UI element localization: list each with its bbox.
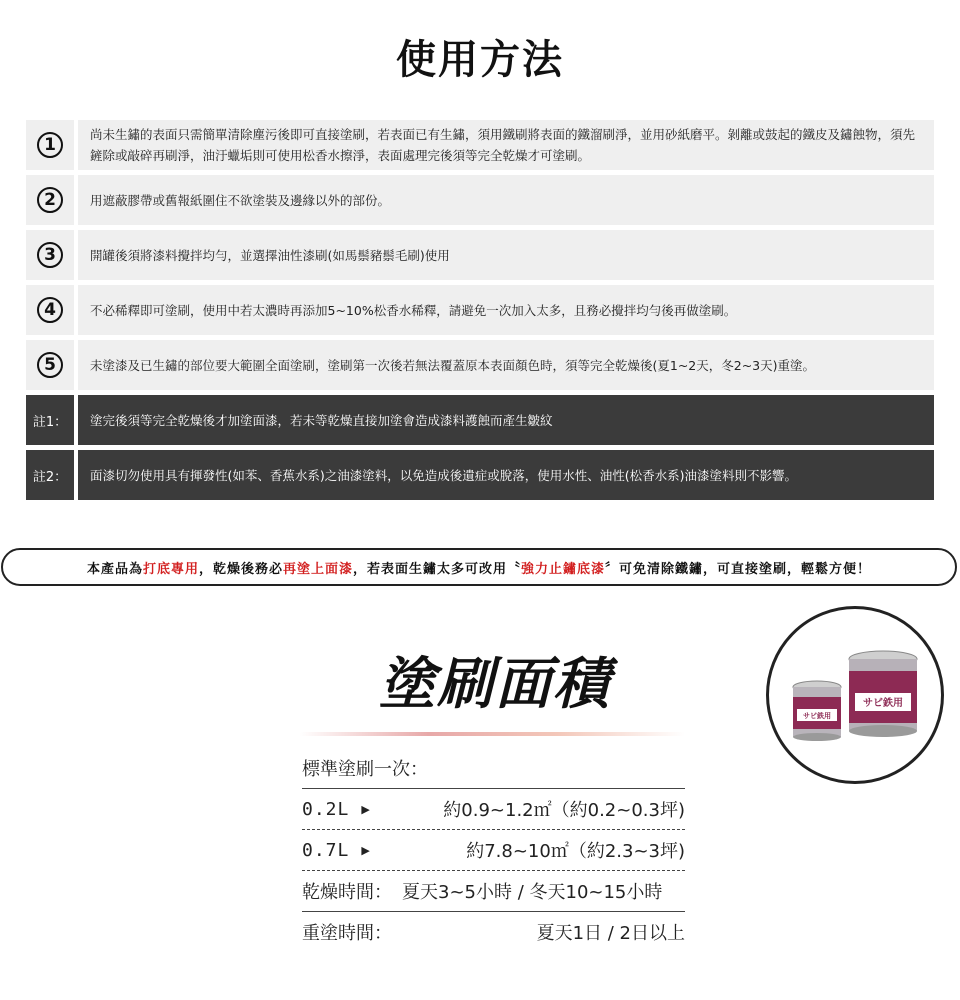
- step-3: [26, 230, 934, 280]
- spec-dry-time: 乾燥時間： 夏天3~5小時 / 冬天10~15小時: [302, 871, 685, 912]
- step-5: [26, 340, 934, 390]
- title-underline: [300, 732, 685, 736]
- step-number: 4: [37, 297, 63, 323]
- highlight-topcoat: 再塗上面漆: [282, 561, 353, 577]
- highlight-rust-primer: 強力止鏽底漆: [521, 561, 606, 577]
- note-2: [26, 450, 934, 500]
- step-1: [26, 120, 934, 170]
- note-label: 註1：: [26, 395, 74, 445]
- paint-cans-image: [769, 609, 941, 781]
- step-number: 2: [37, 187, 63, 213]
- coverage-value: 約7.8~10㎡（約2.3~3坪): [466, 841, 685, 862]
- step-number: 5: [37, 352, 63, 378]
- play-arrow-icon: ▶: [361, 802, 370, 816]
- info-banner: 本產品為 打底專用 ，乾燥後務必 再塗上面漆 ，若表面生鏽太多可改用〝 強力止鏽底漆 〞可免清除鐵鏽，可直接塗刷，輕鬆方便！: [1, 548, 957, 586]
- play-arrow-icon: ▶: [361, 843, 370, 857]
- note-text: 塗完後須等完全乾燥後才加塗面漆，若未等乾燥直接加塗會造成漆料護蝕而產生皺紋: [78, 395, 934, 445]
- note-1: [26, 395, 934, 445]
- steps-list: [26, 120, 934, 505]
- highlight-primer: 打底專用: [142, 561, 199, 577]
- step-text: 開罐後須將漆料攪拌均勻，並選擇油性漆刷(如馬鬃豬鬃毛刷)使用: [78, 230, 934, 280]
- step-text: 未塗漆及已生鏽的部位要大範圍全面塗刷，塗刷第一次後若無法覆蓋原本表面顏色時，須等完全乾燥後(夏1~2天，冬2~3天)重塗。: [78, 340, 934, 390]
- step-text: 不必稀釋即可塗刷，使用中若太濃時再添加5~10%松香水稀釋，請避免一次加入太多，且務必攪拌均勻後再做塗刷。: [78, 285, 934, 335]
- step-text: 尚未生鏽的表面只需簡單清除塵污後即可直接塗刷，若表面已有生鏽，須用鐵刷將表面的鐵溜刷淨，並用砂紙磨平。剝離或鼓起的鐵皮及鏽蝕物，須先鏟除或敲碎再刷淨，油汙蠟垢則可使用松香水擦淨，表面處理完後須等完全乾燥才可塗刷。: [78, 120, 934, 170]
- spec-subtitle: 標準塗刷一次：: [302, 748, 685, 789]
- step-number: 1: [37, 132, 63, 158]
- product-bubble: [766, 606, 944, 784]
- spec-row-small: [302, 789, 685, 830]
- can-label-small: サビ鉄用: [803, 712, 831, 720]
- step-4: [26, 285, 934, 335]
- step-number: 3: [37, 242, 63, 268]
- page-title: 使用方法: [396, 37, 564, 83]
- step-text: 用遮蔽膠帶或舊報紙圍住不欲塗裝及邊緣以外的部份。: [78, 175, 934, 225]
- coverage-value: 約0.9~1.2㎡（約0.2~0.3坪): [443, 800, 685, 821]
- note-label: 註2：: [26, 450, 74, 500]
- can-label-large: サビ鉄用: [863, 698, 903, 709]
- step-2: [26, 175, 934, 225]
- note-text: 面漆切勿使用具有揮發性(如苯、香蕉水系)之油漆塗料，以免造成後遺症或脫落，使用水性、油性(松香水系)油漆塗料則不影響。: [78, 450, 934, 500]
- volume-label: 0.2L: [302, 798, 350, 820]
- coverage-spec: [302, 748, 685, 952]
- spec-recoat-time: 重塗時間： 夏天1日 / 2日以上: [302, 923, 685, 944]
- spec-row-large: [302, 830, 685, 871]
- volume-label: 0.7L: [302, 839, 350, 861]
- coverage-title: 塗刷面積: [379, 652, 611, 717]
